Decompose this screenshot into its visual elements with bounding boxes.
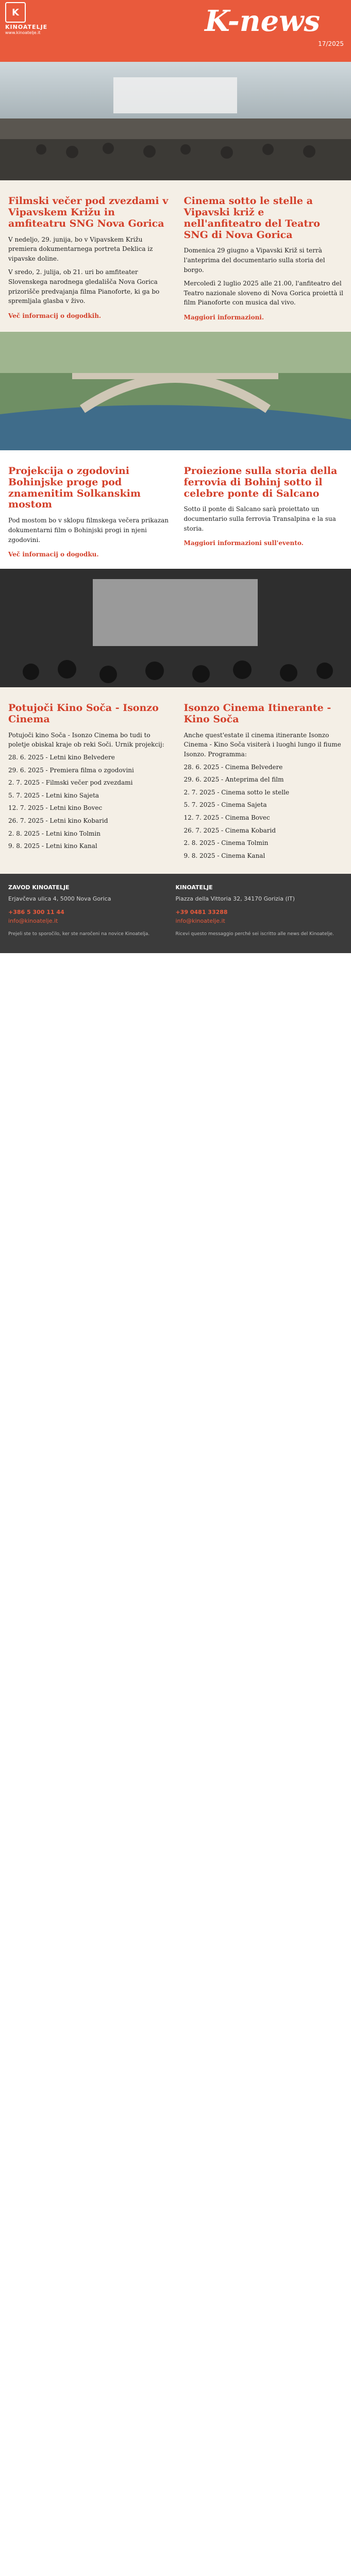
schedule-item: 26. 7. 2025 - Cinema Kobarid [183,826,276,834]
footer-org-name: KINOATELJE [175,884,213,891]
schedule-item: 5. 7. 2025 - Cinema Sajeta [183,801,267,809]
slovenian-column [0,450,176,569]
section-films-under-stars [0,180,351,332]
schedule-item: 29. 6. 2025 - Anteprima del film [183,776,284,784]
article-paragraph: Mercoledì 2 luglio 2025 alle 21.00, l'anfiteatro del Teatro nazionale sloveno di Nova Gorica proiettà il film Pianoforte con musica dal vivo. [183,280,343,307]
article-title: Proiezione sulla storia della ferrovia di Bohinj sotto il celebre ponte di Salcano [183,465,338,499]
footer-disclaimer: Prejeli ste to sporočilo, ker ste naročeni na novice Kinoatelja. [8,931,150,937]
article-paragraph: Domenica 29 giugno a Vipavski Križ si terrà l'anteprima del documentario sulla storia del borgo. [183,247,325,274]
newsletter-footer [0,874,351,953]
footer-phone[interactable]: +386 5 300 11 44 [8,908,64,916]
italian-column [176,687,351,874]
schedule-item: 26. 7. 2025 - Letni kino Kobarid [8,817,108,824]
more-info-link[interactable]: Več informacij o dogodku. [8,551,99,558]
footer-email-link[interactable]: info@kinoatelje.it [175,918,225,925]
schedule-item: 2. 7. 2025 - Filmski večer pod zvezdami [8,779,133,787]
schedule-item: 9. 8. 2025 - Letni kino Kanal [8,842,97,850]
article-paragraph: Anche quest'estate il cinema itinerante Isonzo Cinema - Kino Soča visiterà i luoghi lungo il fiume Isonzo. Programma: [183,731,341,758]
footer-phone[interactable]: +39 0481 33288 [175,908,228,916]
footer-disclaimer: Ricevi questo messaggio perché sei iscritto alle news del Kinoatelje. [175,931,334,937]
article-paragraph: Pod mostom bo v sklopu filmskega večera prikazan dokumentarni film o Bohinjski progi in njeni zgodovini. [8,517,169,544]
article-title: Isonzo Cinema Itinerante - Kino Soča [183,702,331,725]
footer-address: Erjavčeva ulica 4, 5000 Nova Gorica [8,895,111,902]
article-title: Cinema sotto le stelle a Vipavski križ e nell'anfiteatro del Teatro SNG di Nova Gorica [183,195,320,241]
schedule-item: 5. 7. 2025 - Letni kino Sajeta [8,791,99,799]
kinoatelje-logo-icon: K [5,2,26,23]
slovenian-column [0,180,176,332]
issue-number: 17/2025 [318,40,344,47]
article-paragraph: V nedeljo, 29. junija, bo v Vipavskem Križu premiera dokumentarnega portreta Deklica iz vipavske doline. [8,235,153,262]
footer-italian [176,883,343,938]
schedule-item: 2. 8. 2025 - Cinema Tolmin [183,839,269,847]
amphitheatre-photo [0,62,351,180]
footer-address: Piazza della Vittoria 32, 34170 Gorizia (IT) [175,895,295,902]
article-paragraph: Sotto il ponte di Salcano sarà proiettato un documentario sulla ferrovia Transalpina e la sua storia. [183,505,336,532]
more-info-link[interactable]: Maggiori informazioni. [183,313,264,321]
outdoor-cinema-photo [0,569,351,687]
brand-logo[interactable] [5,2,47,35]
schedule-item: 12. 7. 2025 - Letni kino Bovec [8,804,103,812]
schedule-item: 28. 6. 2025 - Letni kino Belvedere [8,753,115,761]
more-info-link[interactable]: Več informacij o dogodkih. [8,312,102,319]
footer-email-link[interactable]: info@kinoatelje.it [8,918,58,925]
schedule-item: 2. 7. 2025 - Cinema sotto le stelle [183,788,290,796]
logo-text: KINOATELJE [5,24,48,30]
schedule-item: 2. 8. 2025 - Letni kino Tolmin [8,829,101,837]
article-title: Projekcija o zgodovini Bohinjske proge pod znamenitim Solkanskim mostom [8,465,141,511]
article-paragraph: V sredo, 2. julija, ob 21. uri bo amfiteater Slovenskega narodnega gledališča Nova Gorica prizorišče predvajanja filma Pianoforte, ki ga bo spremljala glasba v živo. [8,268,160,305]
newsletter-title: K-news [205,4,320,38]
italian-column [176,180,351,332]
bridge-photo [0,332,351,450]
schedule-item: 28. 6. 2025 - Cinema Belvedere [183,763,283,771]
schedule-item: 29. 6. 2025 - Premiera filma o zgodovini [8,766,134,774]
italian-column [176,450,351,569]
schedule-item: 9. 8. 2025 - Cinema Kanal [183,852,265,859]
schedule-item: 12. 7. 2025 - Cinema Bovec [183,814,270,821]
section-isonzo-cinema [0,687,351,874]
newsletter-header [0,0,351,62]
footer-slovenian [8,883,176,938]
slovenian-column [0,687,176,874]
article-title: Potujoči Kino Soča - Isonzo Cinema [8,702,159,725]
section-bohinj-railway [0,450,351,569]
more-info-link[interactable]: Maggiori informazioni sull'evento. [183,539,304,547]
logo-url: www.kinoatelje.it [5,30,41,35]
article-title: Filmski večer pod zvezdami v Vipavskem Križu in amfiteatru SNG Nova Gorica [8,195,169,229]
article-paragraph: Potujoči kino Soča - Isonzo Cinema bo tudi to poletje obiskal kraje ob reki Soči. Urnik projekcij: [8,731,164,749]
footer-org-name: ZAVOD KINOATELJE [8,884,70,891]
